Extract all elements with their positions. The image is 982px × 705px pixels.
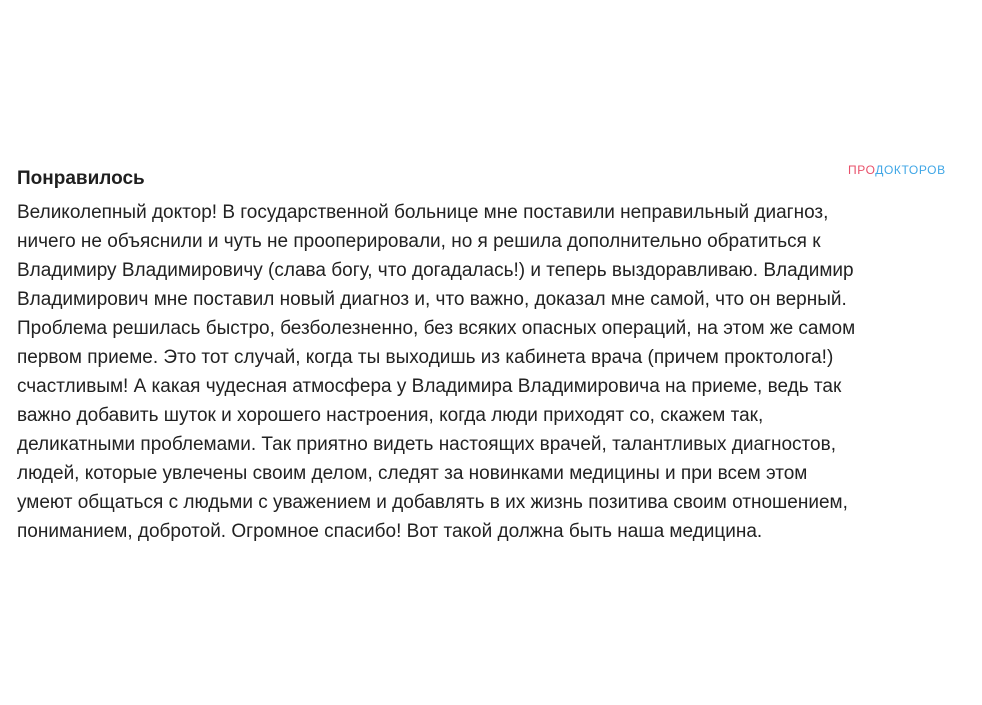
review-text-line: людей, которые увлечены своим делом, следят за новинками медицины и при всем этом [17,463,808,484]
review-text-line: Владимиру Владимировичу (слава богу, что догадалась!) и теперь выздоравливаю. Владимир [17,260,854,281]
review-text-line: деликатными проблемами. Так приятно видеть настоящих врачей, талантливых диагностов, [17,434,836,455]
review-text-line: первом приеме. Это тот случай, когда ты выходишь из кабинета врача (причем проктолога!) [17,347,834,368]
review-text-line: важно добавить шуток и хорошего настроения, когда люди приходят со, скажем так, [17,405,764,426]
review-text-line: умеют общаться с людьми с уважением и добавлять в их жизнь позитива своим отношением, [17,492,848,513]
review-text-line: пониманием, добротой. Огромное спасибо! Вот такой должна быть наша медицина. [17,521,763,542]
review-text-line: Великолепный доктор! В государственной больнице мне поставили неправильный диагноз, [17,202,829,223]
review-heading: Понравилось [17,168,145,189]
review-text-line: счастливым! А какая чудесная атмосфера у Владимира Владимировича на приеме, ведь так [17,376,842,397]
logo-part-doctorov: ДОКТОРОВ [875,163,946,177]
review-text-line: Проблема решилась быстро, безболезненно, без всяких опасных операций, на этом же самом [17,318,856,339]
review-text-line: ничего не объяснили и чуть не прооперировали, но я решила дополнительно обратиться к [17,231,821,252]
review-block [17,166,967,546]
logo-part-pro: ПРО [848,163,876,177]
review-text-line: Владимирович мне поставил новый диагноз и, что важно, доказал мне самой, что он верный. [17,289,847,310]
review-text [17,198,967,546]
